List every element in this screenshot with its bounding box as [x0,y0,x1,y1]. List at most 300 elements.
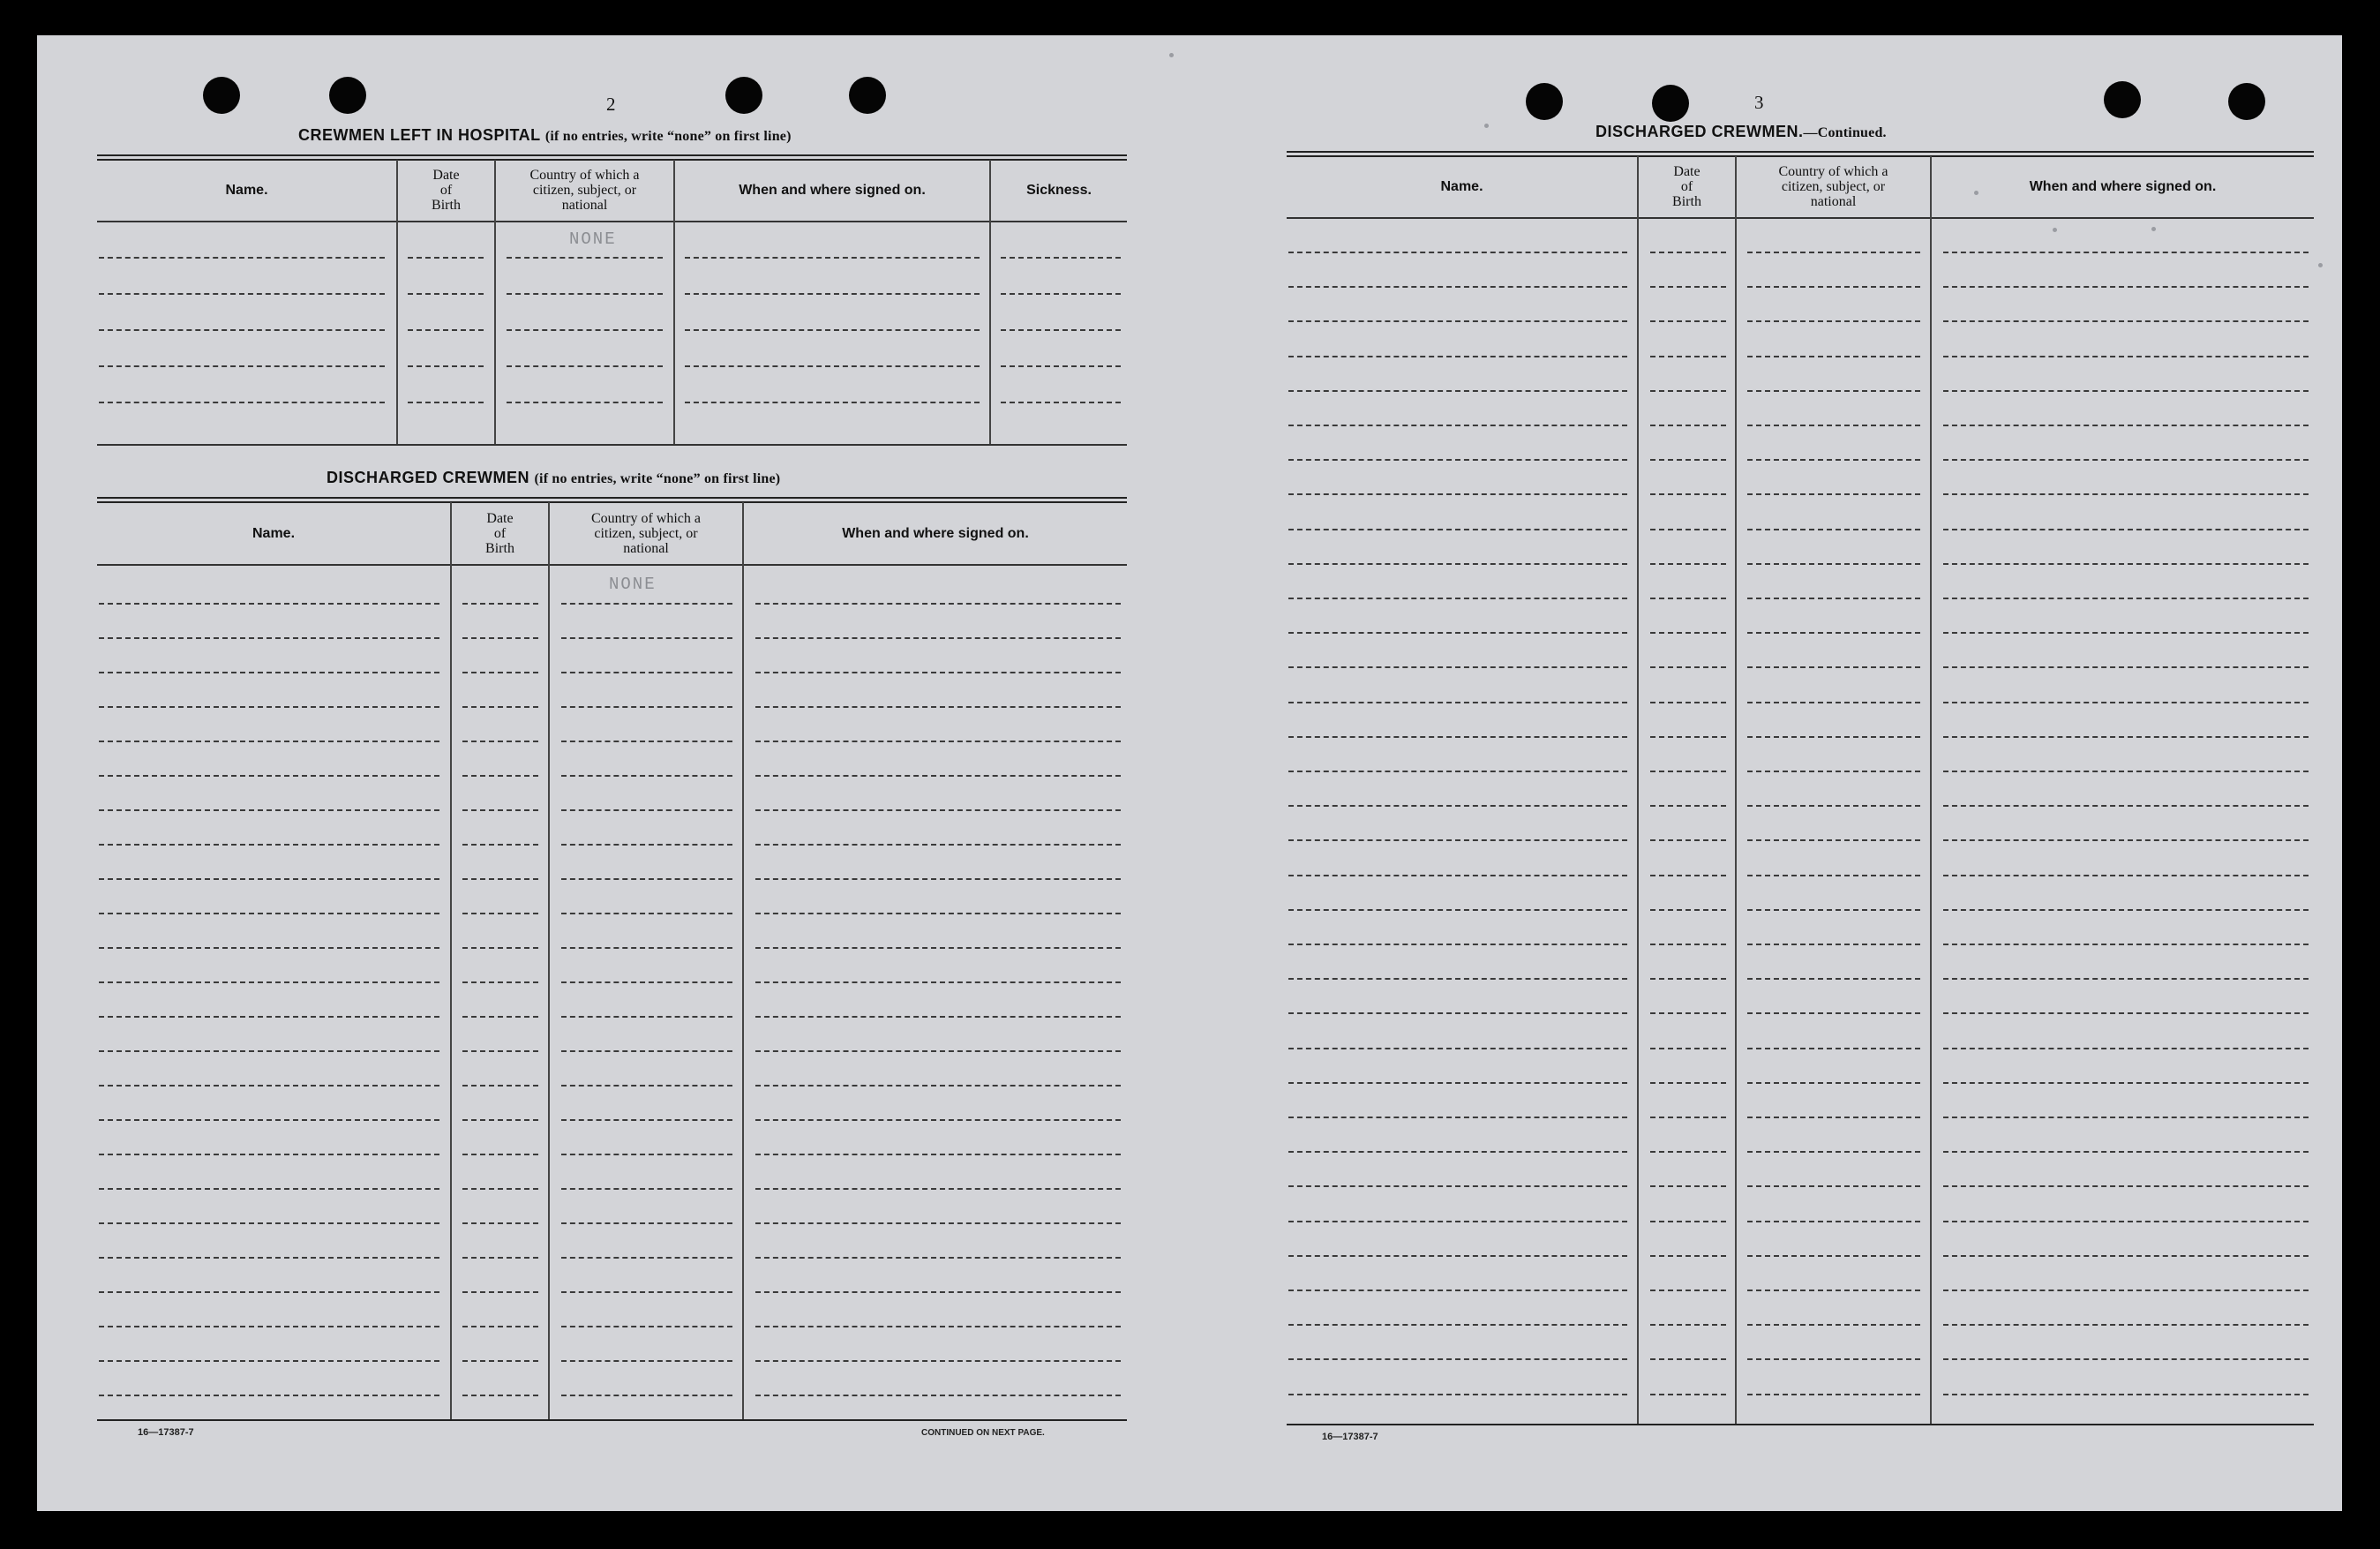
ruled-line [99,365,385,367]
hospital-table [97,154,1127,446]
ruled-line [1288,390,1627,392]
ruled-line [1943,529,2309,530]
ruled-line [1650,1151,1726,1153]
page-number: 2 [606,94,616,115]
ruled-line [755,1360,1121,1362]
ruled-line [1747,356,1920,357]
ruled-line [561,1050,732,1052]
ruled-line [1943,805,2309,807]
ruled-line [561,741,732,742]
ruled-line [408,365,484,367]
continued-note: CONTINUED ON NEXT PAGE. [921,1428,1045,1438]
ruled-line [1943,493,2309,495]
punch-hole [849,77,886,114]
punch-hole [203,77,240,114]
ruled-line [1747,390,1920,392]
ruled-line [99,1222,439,1224]
ruled-line [1943,875,2309,876]
ruled-line [561,1360,732,1362]
ruled-line [462,981,538,983]
ruled-line [1747,1048,1920,1049]
ruled-line [1943,1394,2309,1395]
ruled-line [685,329,980,331]
ruled-line [1943,1290,2309,1291]
ruled-line [1288,1012,1627,1014]
column-header-name: Name. [1440,179,1483,194]
ruled-line [685,293,980,295]
ruled-line [1943,702,2309,703]
punch-hole [329,77,366,114]
punch-hole [1652,85,1689,122]
form-number: 16—17387-7 [138,1427,194,1438]
hospital-title-text: CREWMEN LEFT IN HOSPITAL [298,126,541,144]
ruled-line [1747,320,1920,322]
ruled-line [99,1326,439,1327]
ruled-line [1747,459,1920,461]
ruled-line [507,402,663,403]
ruled-line [755,809,1121,811]
ruled-line [1943,909,2309,911]
punch-hole [725,77,762,114]
ruled-line [755,1050,1121,1052]
ruled-line [1943,1255,2309,1257]
ruled-line [462,741,538,742]
ruled-line [1747,875,1920,876]
ruled-line [1001,293,1121,295]
ruled-line [1747,425,1920,426]
ruled-line [1943,1048,2309,1049]
ruled-line [1288,1151,1627,1153]
ruled-line [99,775,439,777]
column-header-name: Name. [252,525,296,541]
ruled-line [1747,1255,1920,1257]
ruled-line [755,1326,1121,1327]
ruled-line [1650,598,1726,599]
ruled-line [99,1154,439,1155]
ruled-line [1650,252,1726,253]
ruled-line [1747,1290,1920,1291]
ruled-line [561,1222,732,1224]
ruled-line [1943,286,2309,288]
ruled-line [1288,1324,1627,1326]
ruled-line [1943,390,2309,392]
ruled-line [99,878,439,880]
paper-speck [2151,227,2156,231]
ruled-line [1650,1394,1726,1395]
ruled-line [1943,736,2309,738]
ruled-line [1650,1221,1726,1222]
ruled-line [1288,1082,1627,1084]
ruled-line [99,1050,439,1052]
ruled-line [462,1222,538,1224]
ruled-line [1288,909,1627,911]
ruled-line [408,329,484,331]
column-header-country: Country of which a citizen, subject, or national [1778,164,1888,209]
ruled-line [1747,1082,1920,1084]
ruled-line [1288,875,1627,876]
ruled-line [755,913,1121,914]
ruled-line [99,402,385,403]
ruled-line [1288,1185,1627,1187]
ruled-line [1747,771,1920,772]
ruled-line [1943,356,2309,357]
ruled-line [1288,702,1627,703]
ruled-line [561,1291,732,1293]
ruled-line [685,257,980,259]
ruled-line [561,1257,732,1259]
ruled-line [1650,425,1726,426]
ruled-line [1288,1048,1627,1049]
ruled-line [1288,771,1627,772]
ruled-line [561,1119,732,1121]
ruled-line [99,741,439,742]
ruled-line [1747,529,1920,530]
punch-hole [2228,83,2265,120]
ruled-line [755,947,1121,949]
ruled-line [1747,736,1920,738]
ruled-line [1650,1117,1726,1118]
column-header-signed-on: When and where signed on. [739,183,926,198]
ruled-line [1650,1255,1726,1257]
ruled-line [755,878,1121,880]
paper-speck [1169,53,1174,57]
ruled-line [755,1222,1121,1224]
ruled-line [1288,286,1627,288]
ruled-line [1650,702,1726,703]
ruled-line [462,809,538,811]
ruled-line [99,844,439,846]
column-header-date-of-birth: Date of Birth [485,510,514,556]
ruled-line [1747,666,1920,668]
ruled-line [561,672,732,673]
ruled-line [685,402,980,403]
ruled-line [507,257,663,259]
ruled-line [1650,771,1726,772]
ruled-line [561,1085,732,1087]
ruled-line [1747,1394,1920,1395]
ruled-line [1650,736,1726,738]
ruled-line [561,981,732,983]
column-header-date-of-birth: Date of Birth [1672,164,1701,209]
ruled-line [1001,329,1121,331]
ruled-line [1650,1082,1726,1084]
ruled-line [1943,978,2309,980]
ruled-line [755,775,1121,777]
discharged-continued-table [1287,151,2314,1425]
ruled-line [1747,1185,1920,1187]
ruled-line [99,706,439,708]
ruled-line [462,672,538,673]
ruled-line [1001,257,1121,259]
ruled-line [1288,459,1627,461]
ruled-line [1747,632,1920,634]
ruled-line [99,1085,439,1087]
page-number: 3 [1754,92,1764,113]
ruled-line [1747,1221,1920,1222]
ruled-line [462,913,538,914]
ruled-line [755,1188,1121,1190]
ruled-line [1288,1290,1627,1291]
continued-suffix: —Continued. [1803,125,1887,140]
ruled-line [99,293,385,295]
discharged-continued-title-text: DISCHARGED CREWMEN. [1595,123,1804,140]
ruled-line [1943,1151,2309,1153]
ruled-line [755,981,1121,983]
ruled-line [1747,493,1920,495]
column-header-country: Country of which a citizen, subject, or national [591,510,701,556]
ruled-line [1650,390,1726,392]
ruled-line [1650,944,1726,945]
ruled-line [1943,425,2309,426]
ruled-line [462,1326,538,1327]
ruled-line [1943,1324,2309,1326]
stamped-entry: NONE [609,575,657,594]
ruled-line [1747,839,1920,841]
ruled-line [1747,598,1920,599]
ruled-line [1650,320,1726,322]
scanned-document [37,35,2342,1511]
ruled-line [99,1119,439,1121]
ruled-line [1650,459,1726,461]
ruled-line [561,878,732,880]
ruled-line [1650,839,1726,841]
ruled-line [99,809,439,811]
ruled-line [1747,702,1920,703]
ruled-line [561,1016,732,1018]
ruled-line [99,913,439,914]
hospital-section-title [298,126,792,145]
ruled-line [1747,252,1920,253]
ruled-line [99,1257,439,1259]
ruled-line [1001,402,1121,403]
ruled-line [1288,978,1627,980]
ruled-line [1747,1358,1920,1360]
ruled-line [1288,839,1627,841]
ruled-line [99,257,385,259]
ruled-line [1943,563,2309,565]
ruled-line [507,293,663,295]
ruled-line [408,293,484,295]
ruled-line [1747,1324,1920,1326]
ruled-line [462,637,538,639]
column-header-sickness: Sickness. [1026,183,1092,198]
ruled-line [1650,805,1726,807]
ruled-line [1288,598,1627,599]
ruled-line [99,637,439,639]
ruled-line [755,1085,1121,1087]
ruled-line [1288,944,1627,945]
column-header-country: Country of which a citizen, subject, or national [529,168,640,213]
ruled-line [755,1016,1121,1018]
ruled-line [408,402,484,403]
ruled-line [1288,805,1627,807]
ruled-line [1288,1221,1627,1222]
ruled-line [1943,459,2309,461]
ruled-line [462,603,538,605]
ruled-line [755,1154,1121,1155]
ruled-line [462,775,538,777]
ruled-line [1650,875,1726,876]
ruled-line [1288,1358,1627,1360]
ruled-line [561,637,732,639]
ruled-line [99,1360,439,1362]
ruled-line [1650,1358,1726,1360]
ruled-line [1001,365,1121,367]
ruled-line [1650,1012,1726,1014]
ruled-line [755,672,1121,673]
ruled-line [1288,666,1627,668]
ruled-line [462,844,538,846]
ruled-line [1288,1394,1627,1395]
ruled-line [1943,1221,2309,1222]
ruled-line [1650,909,1726,911]
ruled-line [99,1188,439,1190]
ruled-line [1747,909,1920,911]
ruled-line [755,741,1121,742]
ruled-line [1747,1117,1920,1118]
paper-speck [1974,191,1978,195]
ruled-line [1650,1290,1726,1291]
ruled-line [1650,563,1726,565]
ruled-line [462,706,538,708]
ruled-line [99,329,385,331]
ruled-line [1943,944,2309,945]
ruled-line [561,1188,732,1190]
ruled-line [561,947,732,949]
ruled-line [99,1291,439,1293]
ruled-line [462,1085,538,1087]
ruled-line [1650,666,1726,668]
ruled-line [561,844,732,846]
ruled-line [462,1395,538,1396]
ruled-line [462,1257,538,1259]
ruled-line [1288,425,1627,426]
ruled-line [561,809,732,811]
ruled-line [99,1016,439,1018]
ruled-line [755,637,1121,639]
ruled-line [1943,1012,2309,1014]
ruled-line [1288,1117,1627,1118]
ruled-line [507,365,663,367]
ruled-line [755,1257,1121,1259]
ruled-line [1747,1151,1920,1153]
ruled-line [1288,736,1627,738]
discharged-title-text: DISCHARGED CREWMEN [327,469,530,486]
ruled-line [1650,529,1726,530]
ruled-line [1288,1255,1627,1257]
column-header-date-of-birth: Date of Birth [432,168,461,213]
ruled-line [99,947,439,949]
ruled-line [1650,1048,1726,1049]
ruled-line [1747,978,1920,980]
punch-hole [1526,83,1563,120]
column-header-name: Name. [225,183,268,198]
ruled-line [561,706,732,708]
ruled-line [507,329,663,331]
form-number: 16—17387-7 [1322,1432,1378,1442]
punch-hole [2104,81,2141,118]
ruled-line [561,775,732,777]
ruled-line [755,1291,1121,1293]
ruled-line [755,706,1121,708]
ruled-line [462,878,538,880]
ruled-line [1650,286,1726,288]
ruled-line [1943,632,2309,634]
ruled-line [1943,1082,2309,1084]
ruled-line [1943,1185,2309,1187]
ruled-line [1650,978,1726,980]
ruled-line [1943,1358,2309,1360]
ruled-line [755,844,1121,846]
ruled-line [1288,563,1627,565]
ruled-line [462,1050,538,1052]
paper-speck [1484,124,1489,128]
ruled-line [99,603,439,605]
ruled-line [462,1016,538,1018]
ruled-line [99,981,439,983]
ruled-line [561,1326,732,1327]
hospital-title-note: (if no entries, write “none” on first line) [544,129,792,144]
paper-speck [2053,228,2057,232]
ruled-line [1288,493,1627,495]
stamped-entry: NONE [569,229,617,249]
ruled-line [1650,1324,1726,1326]
ruled-line [561,1395,732,1396]
ruled-line [99,1395,439,1396]
ruled-line [1650,632,1726,634]
ruled-line [1943,839,2309,841]
ruled-line [1943,320,2309,322]
ruled-line [99,672,439,673]
left-page [37,35,1202,1511]
ruled-line [462,1119,538,1121]
ruled-line [755,1395,1121,1396]
ruled-line [1747,286,1920,288]
right-page [1202,35,2342,1511]
discharged-continued-title [1595,123,1887,141]
ruled-line [462,1291,538,1293]
ruled-line [1943,598,2309,599]
ruled-line [1288,320,1627,322]
ruled-line [685,365,980,367]
ruled-line [1288,252,1627,253]
ruled-line [1288,356,1627,357]
ruled-line [462,947,538,949]
ruled-line [462,1360,538,1362]
ruled-line [1747,1012,1920,1014]
ruled-line [1943,1117,2309,1118]
ruled-line [1650,493,1726,495]
column-header-signed-on: When and where signed on. [2029,179,2217,194]
ruled-line [1747,944,1920,945]
ruled-line [561,603,732,605]
column-header-signed-on: When and where signed on. [842,525,1029,541]
ruled-line [1288,632,1627,634]
ruled-line [1650,1185,1726,1187]
ruled-line [462,1188,538,1190]
ruled-line [1943,666,2309,668]
discharged-table [97,497,1127,1421]
paper-speck [2318,263,2323,267]
ruled-line [1943,252,2309,253]
ruled-line [561,1154,732,1155]
ruled-line [1747,805,1920,807]
discharged-section-title [327,469,780,487]
ruled-line [1747,563,1920,565]
ruled-line [408,257,484,259]
ruled-line [1650,356,1726,357]
discharged-title-note: (if no entries, write “none” on first line) [534,471,781,486]
